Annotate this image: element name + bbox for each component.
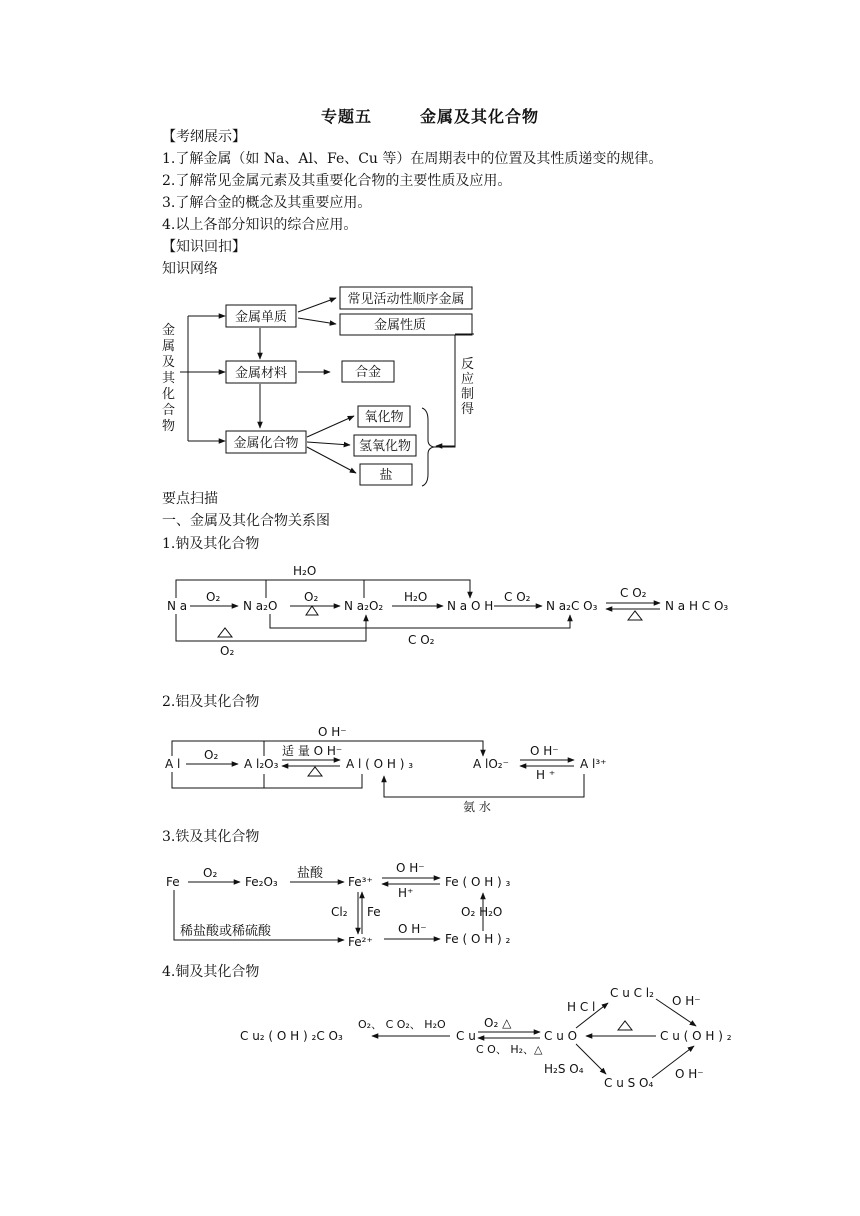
label-OH: O H⁻ <box>396 861 425 875</box>
fe-Fe2O3: Fe₂O₃ <box>245 875 278 889</box>
box-alloy-label: 合金 <box>354 365 382 380</box>
box-property-label: 金属性质 <box>373 318 427 333</box>
arrow-hydroxide <box>307 442 350 445</box>
root-char: 物 <box>162 419 176 434</box>
cu-section-title: 4.铜及其化合物 <box>162 964 260 980</box>
label-dilute-acid: 稀盐酸或稀硫酸 <box>180 924 272 939</box>
label-CO2: C O₂ <box>504 590 531 604</box>
na-section-title: 1.钠及其化合物 <box>162 536 260 552</box>
label-HCl: 盐酸 <box>297 866 324 881</box>
label-H2SO4: H₂S O₄ <box>544 1062 584 1076</box>
heat-icon <box>306 606 318 615</box>
cu-CuOH2: C u ( O H ) ₂ <box>660 1029 732 1043</box>
al-diagram <box>165 725 607 814</box>
box-salt-label: 盐 <box>379 468 393 483</box>
label-O2-CO2-H2O: O₂、 C O₂、 H₂O <box>358 1018 446 1031</box>
scan-label: 要点扫描 <box>162 491 218 507</box>
label-O2: O₂ <box>220 644 235 658</box>
title-topic-name: 金属及其化合物 <box>420 107 540 126</box>
box-activity-label: 常见活动性顺序金属 <box>347 292 465 307</box>
review-header: 【知识回扣】 <box>162 239 246 255</box>
label-H2O: H₂O <box>404 590 428 604</box>
cu-CuO: C u O <box>544 1029 578 1043</box>
arrow-property <box>298 318 336 324</box>
na-Na: N a <box>167 599 188 613</box>
al-AlO2: A lO₂⁻ <box>473 757 509 771</box>
knowledge-network <box>162 287 474 486</box>
label-O2: O₂ <box>203 866 218 880</box>
arrow-oxide <box>307 416 354 437</box>
label-O2-H2O: O₂ H₂O <box>461 905 503 919</box>
al-Al: A l <box>165 757 181 771</box>
heat-icon <box>308 767 322 776</box>
label-OH: O H⁻ <box>398 922 427 936</box>
fe-Fe2: Fe²⁺ <box>348 935 373 949</box>
na-Na2O: N a₂O <box>243 599 278 613</box>
label-OH: O H⁻ <box>318 725 347 739</box>
heat-icon <box>218 628 232 637</box>
cu-CuSO4: C u S O₄ <box>604 1076 654 1090</box>
label-OH: O H⁻ <box>530 744 559 758</box>
cu-Cu2OH2CO3: C u₂ ( O H ) ₂C O₃ <box>240 1029 343 1043</box>
reaction-char: 制 <box>461 387 475 402</box>
heat-icon <box>628 611 642 620</box>
fe-diagram <box>166 861 511 949</box>
na-diagram <box>167 564 728 658</box>
label-excess-OH: 适 量 O H⁻ <box>282 744 343 758</box>
label-O2: O₂ <box>206 590 221 604</box>
root-char: 属 <box>162 339 176 354</box>
na-NaOH: N a O H <box>447 599 494 613</box>
na-Na2CO3: N a₂C O₃ <box>546 599 598 613</box>
fe-Fe3: Fe³⁺ <box>348 875 373 889</box>
fe-FeOH2: Fe ( O H ) ₂ <box>445 932 511 946</box>
syllabus-item-3: 3.了解合金的概念及其重要应用。 <box>162 195 372 211</box>
cu-CuCl2: C u C l₂ <box>610 986 654 1000</box>
loop-Na2O-Na2CO3 <box>270 614 570 628</box>
syllabus-item-1: 1.了解金属（如 Na、Al、Fe、Cu 等）在周期表中的位置及其性质递变的规律。 <box>162 151 663 167</box>
title-topic-number: 专题五 <box>320 107 372 126</box>
root-char: 其 <box>162 371 176 386</box>
reaction-label <box>461 357 474 417</box>
arrow-activity <box>298 298 336 312</box>
box-simple-label: 金属单质 <box>234 310 288 325</box>
label-O2: O₂ <box>304 590 319 604</box>
box-hydroxide-label: 氢氧化物 <box>358 439 412 454</box>
cu-Cu: C u <box>456 1029 476 1043</box>
label-CO-H2-heat: C O、 H₂、△ <box>476 1043 543 1056</box>
label-OH: O H⁻ <box>672 994 701 1008</box>
label-H2O: H₂O <box>293 564 317 578</box>
root-char: 化 <box>162 387 176 402</box>
label-H: H ⁺ <box>536 768 556 782</box>
al-AlOH3: A l ( O H ) ₃ <box>346 757 414 771</box>
cu-diagram <box>240 986 732 1090</box>
syllabus-item-4: 4.以上各部分知识的综合应用。 <box>162 217 358 233</box>
label-HCl: H C l <box>567 1000 596 1014</box>
box-oxide-label: 氧化物 <box>364 410 404 425</box>
arrow-salt <box>307 447 356 473</box>
root-char: 金 <box>162 323 176 338</box>
reaction-line <box>434 335 455 447</box>
label-CO2: C O₂ <box>620 586 647 600</box>
reaction-char: 反 <box>461 357 475 372</box>
al-Al3: A l³⁺ <box>580 757 607 771</box>
al-section-title: 2.铝及其化合物 <box>162 694 260 710</box>
box-material-label: 金属材料 <box>234 366 288 381</box>
label-CO2: C O₂ <box>408 633 435 647</box>
syllabus-item-2: 2.了解常见金属元素及其重要化合物的主要性质及应用。 <box>162 173 512 189</box>
fe-section-title: 3.铁及其化合物 <box>162 829 260 845</box>
label-ammonia: 氨 水 <box>463 800 491 814</box>
label-OH: O H⁻ <box>675 1067 704 1081</box>
heat-icon <box>618 1021 632 1030</box>
al-Al2O3: A l₂O₃ <box>244 757 279 771</box>
fe-FeOH3: Fe ( O H ) ₃ <box>445 875 511 889</box>
fe-Fe: Fe <box>166 875 180 889</box>
root-char: 及 <box>162 355 176 370</box>
reaction-char: 应 <box>461 372 475 387</box>
label-O2-heat: O₂ △ <box>484 1016 512 1030</box>
relation-title: 一、金属及其化合物关系图 <box>162 513 330 529</box>
label-Fe: Fe <box>367 905 381 919</box>
syllabus-header: 【考纲展示】 <box>162 129 246 145</box>
na-Na2O2: N a₂O₂ <box>344 599 384 613</box>
loop-Al-bottom <box>172 772 362 788</box>
label-O2: O₂ <box>204 748 219 762</box>
network-root-label <box>162 322 176 434</box>
na-NaHCO3: N a H C O₃ <box>665 599 729 613</box>
root-char: 合 <box>162 403 176 418</box>
reaction-char: 得 <box>461 402 475 417</box>
network-label: 知识网络 <box>162 261 218 277</box>
label-H: H⁺ <box>398 886 414 900</box>
box-compound-label: 金属化合物 <box>233 436 299 451</box>
network-brace <box>422 408 434 486</box>
label-Cl2: Cl₂ <box>331 905 348 919</box>
